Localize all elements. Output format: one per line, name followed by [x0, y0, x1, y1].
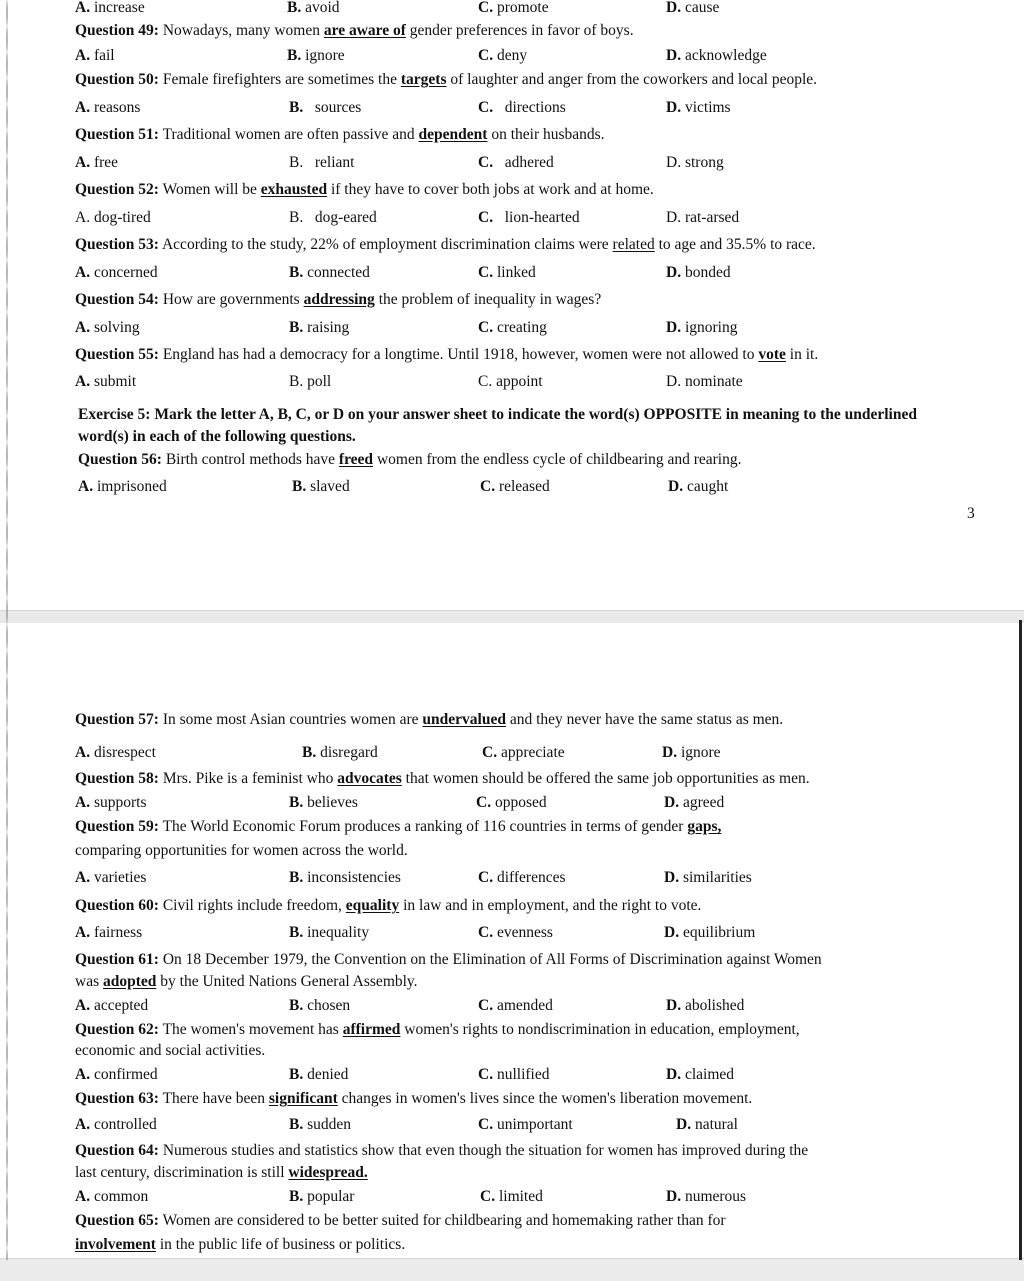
question-61-line-2: was adopted by the United Nations General Assembly.: [75, 973, 418, 990]
page-gap: [0, 610, 1024, 624]
q52-option-c[interactable]: C. lion-hearted: [478, 209, 580, 226]
q58-option-b[interactable]: B. believes: [289, 794, 358, 811]
q61-option-b[interactable]: B. chosen: [289, 997, 351, 1014]
q58-option-d[interactable]: D. agreed: [664, 794, 725, 811]
q51-option-d[interactable]: D. strong: [666, 154, 724, 171]
q53-option-c[interactable]: C. linked: [478, 264, 536, 281]
q48-option-c[interactable]: C. promote: [478, 0, 549, 16]
q58-option-a[interactable]: A. supports: [75, 794, 147, 811]
question-53: Question 53: According to the study, 22% of employment discrimination claims were related to age and 35.5% to race.: [75, 236, 816, 253]
q59-option-c[interactable]: C. differences: [478, 869, 566, 886]
question-62: Question 62: The women's movement has affirmed women's rights to nondiscrimination in education, employment,: [75, 1021, 800, 1038]
question-64-line-2: last century, discrimination is still widespread.: [75, 1164, 368, 1181]
q50-option-b[interactable]: B. sources: [289, 99, 362, 116]
viewer-bottom-strip: [0, 1258, 1024, 1281]
question-51: Question 51: Traditional women are often passive and dependent on their husbands.: [75, 126, 605, 143]
question-50: Question 50: Female firefighters are sometimes the targets of laughter and anger from the coworkers and local people.: [75, 71, 818, 88]
page-edge: [1019, 620, 1022, 1260]
q61-option-d[interactable]: D. abolished: [666, 997, 745, 1014]
q49-option-b[interactable]: B. ignore: [287, 47, 345, 64]
question-54: Question 54: How are governments addressing the problem of inequality in wages?: [75, 291, 602, 308]
q55-option-c[interactable]: C. appoint: [478, 373, 543, 390]
q51-option-c[interactable]: C. adhered: [478, 154, 554, 171]
q49-option-d[interactable]: D. acknowledge: [666, 47, 767, 64]
q49-option-a[interactable]: A. fail: [75, 47, 115, 64]
q62-option-c[interactable]: C. nullified: [478, 1066, 550, 1083]
q63-option-b[interactable]: B. sudden: [289, 1116, 352, 1133]
q61-option-a[interactable]: A. accepted: [75, 997, 149, 1014]
question-65: Question 65: Women are considered to be better suited for childbearing and homemaking rather than for: [75, 1212, 726, 1229]
q59-option-d[interactable]: D. similarities: [664, 869, 752, 886]
q54-option-d[interactable]: D. ignoring: [666, 319, 738, 336]
page-number: 3: [967, 505, 975, 522]
question-65-line-2: involvement in the public life of business or politics.: [75, 1236, 406, 1253]
q50-option-a[interactable]: A. reasons: [75, 99, 141, 116]
q63-option-d[interactable]: D. natural: [676, 1116, 738, 1133]
q56-option-b[interactable]: B. slaved: [292, 478, 350, 495]
q63-option-c[interactable]: C. unimportant: [478, 1116, 573, 1133]
question-57: Question 57: In some most Asian countries women are undervalued and they never have the same status as men.: [75, 711, 784, 728]
q64-option-b[interactable]: B. popular: [289, 1188, 355, 1205]
q49-option-c[interactable]: C. deny: [478, 47, 528, 64]
q56-option-c[interactable]: C. released: [480, 478, 550, 495]
q51-option-b[interactable]: B. reliant: [289, 154, 355, 171]
q64-option-d[interactable]: D. numerous: [666, 1188, 747, 1205]
question-64: Question 64: Numerous studies and statistics show that even though the situation for women has improved during the: [75, 1142, 809, 1159]
question-55: Question 55: England has had a democracy for a longtime. Until 1918, however, women were not allowed to vote in it.: [75, 346, 819, 363]
q57-option-a[interactable]: A. disrespect: [75, 744, 156, 761]
q55-option-d[interactable]: D. nominate: [666, 373, 743, 390]
q52-option-d[interactable]: D. rat-arsed: [666, 209, 740, 226]
q56-option-a[interactable]: A. imprisoned: [78, 478, 167, 495]
q53-option-d[interactable]: D. bonded: [666, 264, 731, 281]
q53-option-b[interactable]: B. connected: [289, 264, 370, 281]
q60-option-d[interactable]: D. equilibrium: [664, 924, 756, 941]
q57-option-c[interactable]: C. appreciate: [482, 744, 565, 761]
question-62-line-2: economic and social activities.: [75, 1042, 266, 1059]
q54-option-c[interactable]: C. creating: [478, 319, 547, 336]
q48-option-d[interactable]: D. cause: [666, 0, 720, 16]
q64-option-c[interactable]: C. limited: [480, 1188, 543, 1205]
q62-option-a[interactable]: A. confirmed: [75, 1066, 158, 1083]
q60-option-a[interactable]: A. fairness: [75, 924, 143, 941]
question-52: Question 52: Women will be exhausted if they have to cover both jobs at work and at home.: [75, 181, 654, 198]
q52-option-a[interactable]: A. dog-tired: [75, 209, 151, 226]
q54-option-a[interactable]: A. solving: [75, 319, 140, 336]
question-61: Question 61: On 18 December 1979, the Convention on the Elimination of All Forms of Discrimination against Women: [75, 951, 822, 968]
q53-option-a[interactable]: A. concerned: [75, 264, 158, 281]
q59-option-a[interactable]: A. varieties: [75, 869, 147, 886]
q54-option-b[interactable]: B. raising: [289, 319, 350, 336]
q55-option-a[interactable]: A. submit: [75, 373, 137, 390]
q52-option-b[interactable]: B. dog-eared: [289, 209, 377, 226]
question-49: Question 49: Nowadays, many women are aware of gender preferences in favor of boys.: [75, 22, 634, 39]
q55-option-b[interactable]: B. poll: [289, 373, 332, 390]
q51-option-a[interactable]: A. free: [75, 154, 119, 171]
q64-option-a[interactable]: A. common: [75, 1188, 149, 1205]
q61-option-c[interactable]: C. amended: [478, 997, 553, 1014]
q59-option-b[interactable]: B. inconsistencies: [289, 869, 401, 886]
q57-option-d[interactable]: D. ignore: [662, 744, 721, 761]
scan-margin-dots: [6, 0, 8, 1260]
q48-option-a[interactable]: A. increase: [75, 0, 145, 16]
question-56: Question 56: Birth control methods have freed women from the endless cycle of childbearing and rearing.: [78, 451, 742, 468]
question-58: Question 58: Mrs. Pike is a feminist who advocates that women should be offered the same job opportunities as men.: [75, 770, 810, 787]
q58-option-c[interactable]: C. opposed: [476, 794, 547, 811]
exercise-5-instructions: Exercise 5: Mark the letter A, B, C, or D on your answer sheet to indicate the word(s) OPPOSITE in meaning to the underlined word(s) in each of the following questions.: [78, 406, 917, 445]
q62-option-d[interactable]: D. claimed: [666, 1066, 735, 1083]
question-59-line-2: comparing opportunities for women across the world.: [75, 842, 408, 859]
q50-option-d[interactable]: D. victims: [666, 99, 731, 116]
q60-option-c[interactable]: C. evenness: [478, 924, 553, 941]
q62-option-b[interactable]: B. denied: [289, 1066, 349, 1083]
q48-option-b[interactable]: B. avoid: [287, 0, 340, 16]
q50-option-c[interactable]: C. directions: [478, 99, 566, 116]
question-59: Question 59: The World Economic Forum produces a ranking of 116 countries in terms of gender gaps,: [75, 818, 722, 835]
q63-option-a[interactable]: A. controlled: [75, 1116, 157, 1133]
question-63: Question 63: There have been significant changes in women's lives since the women's liberation movement.: [75, 1090, 753, 1107]
q57-option-b[interactable]: B. disregard: [302, 744, 378, 761]
question-60: Question 60: Civil rights include freedom, equality in law and in employment, and the right to vote.: [75, 897, 702, 914]
q56-option-d[interactable]: D. caught: [668, 478, 729, 495]
q60-option-b[interactable]: B. inequality: [289, 924, 370, 941]
